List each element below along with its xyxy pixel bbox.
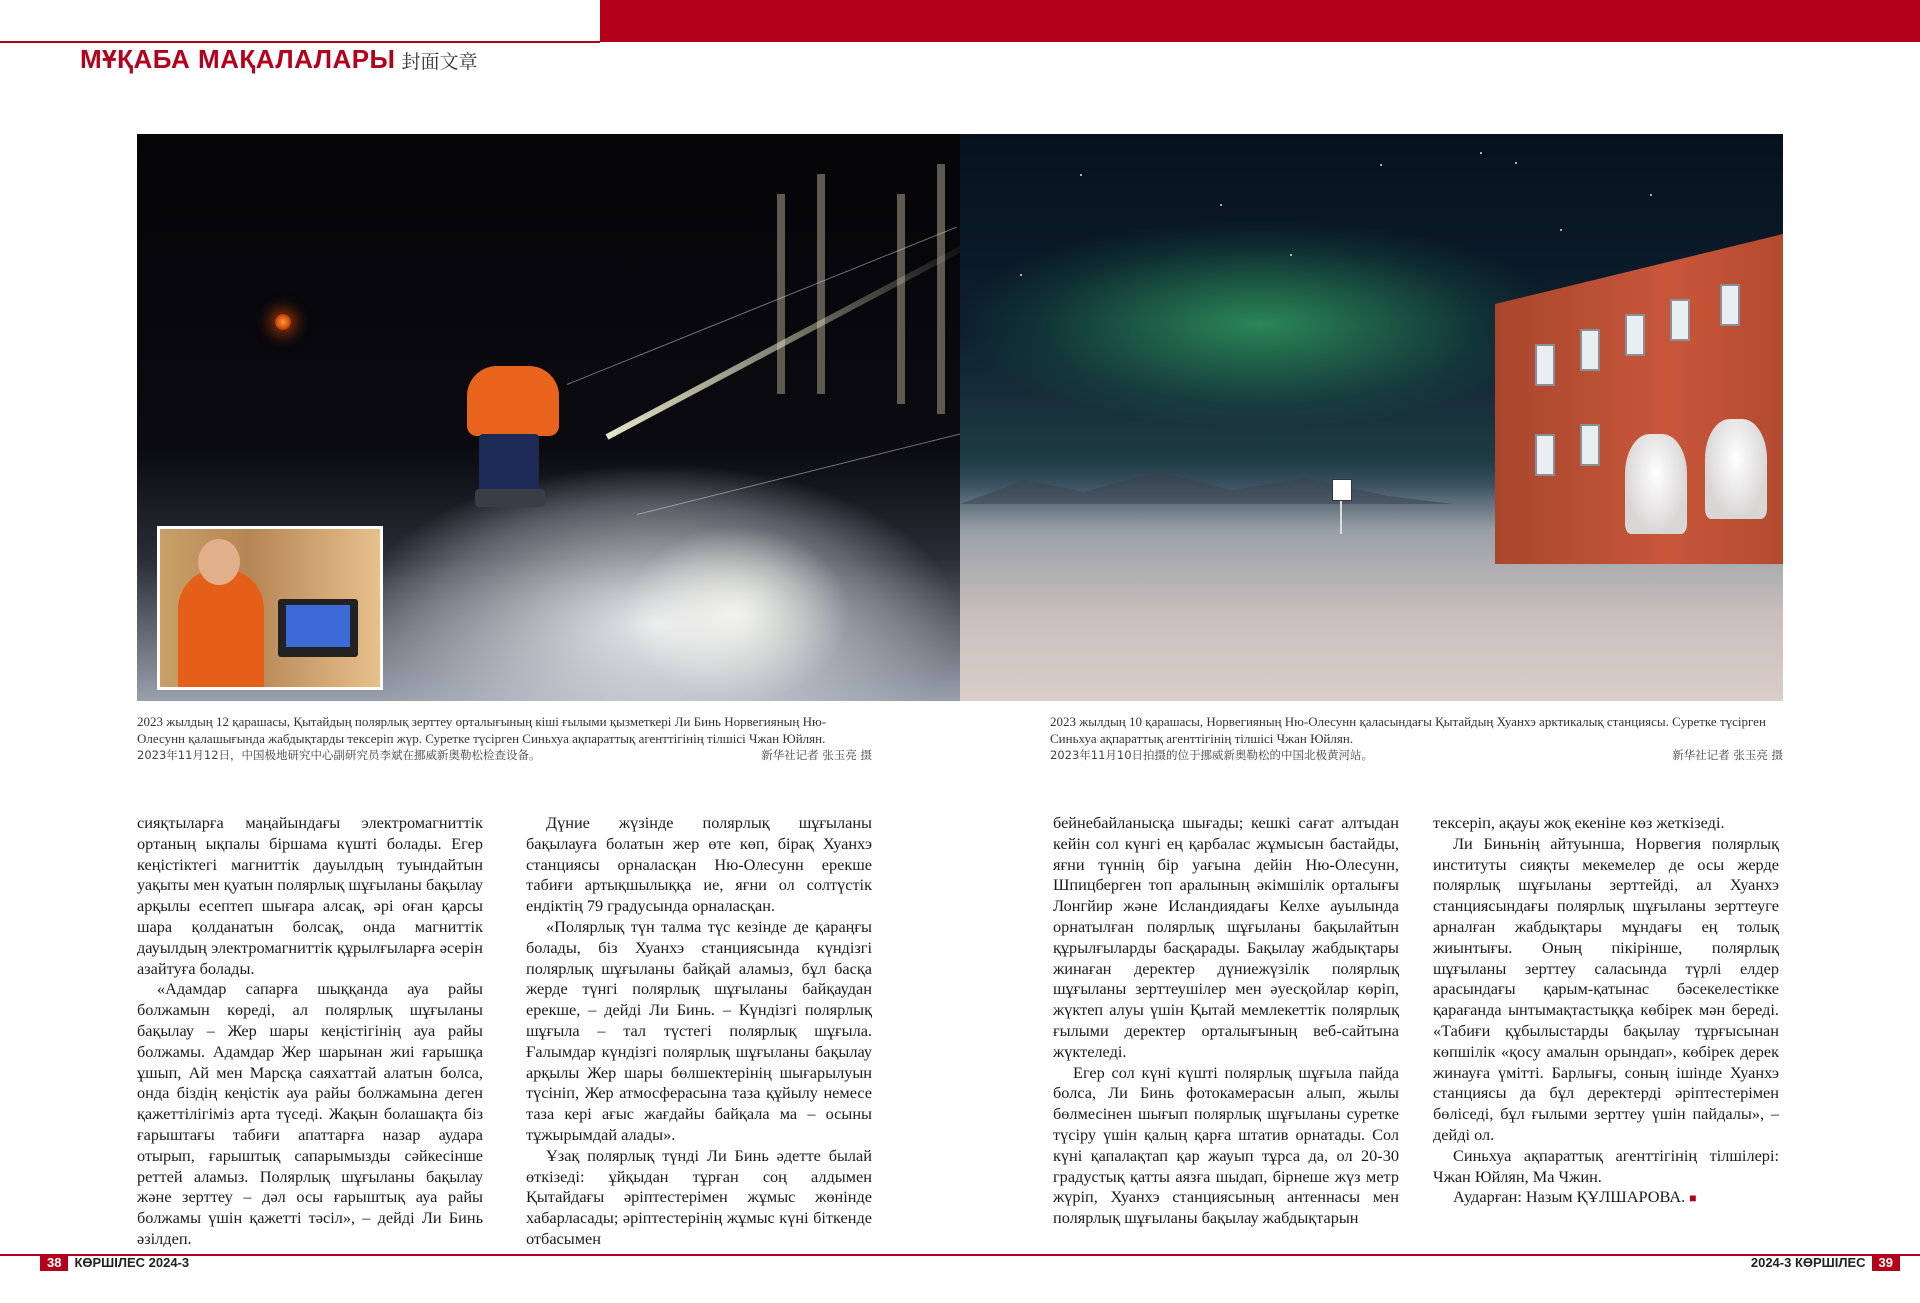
paragraph: «Адамдар сапарға шыққанда ауа райы болжамын көреді, ал полярлық шұғыланы бақылау – Жер шары кеңістігінің ауа райы болжамы. Адамдар Жер шарынан жиі ғарышқа ұшып, Ай мен Марсқа саяхаттай алатын болса, онда біздің кеңістік ауа райы болжамына деген қажеттілігіміз арта түседі. Жақын болашақта біз ғарыштағы табиғи апаттарға назар аудара отырып, ғарыштық сапарымызды сәйкесінше реттей аламыз. Полярлық шұғыланы бақылау және зерттеу – дәл осы ғарыштық ауа райы болжамы үшін қажетті тәсіл», – дейді Ли Бинь әзілдеп. [137, 979, 483, 1248]
paragraph: бейнебайланысқа шығады; кешкі сағат алтыдан кейін сол күнгі ең қарбалас жұмысын бастайды, яғни түннің бір уағына дейін Ню-Олесунн, Шпицберген топ аралының әкімшілік орталығы Лонгйир және Исландиядағы Келхе ауылында орнатылған полярлық шұғыланы бақылайтын құрылғыларды басқарады. Бақылау жабдықтары жинаған деректер дүниежүзілік полярлық шұғыланы зерттеушілер мен әуесқойлар көріп, жүктеп алуы үшін Қытай мемлекеттік полярлық ғылыми деректер орталығының веб-сайтына жүктеледі. [1053, 813, 1399, 1061]
section-header [80, 44, 478, 74]
top-red-band [600, 0, 1920, 42]
paragraph: Ли Биньнің айтуынша, Норвегия полярлық институты сияқты мекемелер де осы жерде полярлық шұғыланы зерттейді, ал Хуанхэ станциясындағы полярлық шұғыланы зерттеуге арналған жабдықтары мұндағы ең толық жиынтығы. Оның пікірінше, полярлық шұғыланы зерттеу саласында түрлі елдер арасындағы қарым-қатынас бәсекелестікке қарағанда ынтымақтастыққа көбірек мән береді. «Табиғи құбылыстарды бақылау тұрғысынан көпшілік «қосу амалын орындап», көбірек дерек жинауға үміттi. Барлығы, соның ішінде Хуанхэ станциясы да бұл деректерді әріптестерімен бөліседі, бұл ғылыми зерттеу үшін пайдалы», – дейді ол. [1433, 833, 1779, 1144]
caption-right-kz: 2023 жылдың 10 қарашасы, Норвегияның Ню-Олесунн қаласындағы Қытайдың Хуанхэ арктикалық станциясы. Суретке түсірген Синьхуа ақпараттық агенттігінің тілшісі Чжан Юйлян. [1050, 714, 1766, 746]
building-window [1670, 299, 1690, 341]
building-window [1720, 284, 1740, 326]
road-sign [1332, 479, 1352, 501]
section-title-kz: МҰҚАБА МАҚАЛАЛАРЫ [80, 44, 396, 74]
paragraph: «Полярлық түн талма түс кезінде де қараңғы болады, біз Хуанхэ станциясында күндізгі полярлық шұғыланы байқай аламыз, бұл басқа жерде түнгі полярлық шұғыланы байқаудан ерекше, – дейді Ли Бинь. – Күндізгі полярлық шұғыла – тал түстегі полярлық шұғыла. Ғалымдар күндізгі полярлық шұғыланы бақылау арқылы Жер шары бөлшектерінің шығарылуын түсініп, Жер атмосферасына таза құйылу немесе таза кері ағыс жағдайы байқала ма – осыны тұжырымдай алады». [526, 916, 872, 1144]
fence-post [897, 194, 905, 404]
paragraph: Ұзақ полярлық түнді Ли Бинь әдетте былай өткізеді: ұйқыдан тұрған соң алдымен Қытайдағы әріптестерімен жұмыс жөнінде хабарласады; әріптестерінің жұмыс күні біткенде отбасымен [526, 1145, 872, 1248]
stone-lion-statue [1705, 419, 1767, 519]
translator-credit: Аударған: Назым ҚҰЛШАРОВА. [1453, 1187, 1686, 1207]
photo-yellow-river-station [960, 134, 1783, 701]
building-window [1625, 314, 1645, 356]
paragraph: сияқтыларға маңайындағы электромагниттік ортаның ықпалы біршама күшті болады. Егер кеңістіктегі магниттік дауылдың туындайтын уақыты мен қуатын полярлық шұғыланы бақылау арқылы есептеп шығара алсақ, әрі оған қарсы шара қолданатын болсақ, онда магниттік дауылдың электромагниттік құрылғыларға әсерін азайтуға болады. [137, 813, 483, 978]
article-column-4 [1433, 813, 1779, 1209]
building-window [1535, 434, 1555, 476]
section-title-cn: 封面文章 [401, 51, 478, 73]
article-column-3 [1053, 813, 1399, 1229]
translator-line [1433, 1187, 1779, 1209]
magazine-issue-right: 2024-3 КӨРШІЛЕС [1750, 1254, 1866, 1270]
researcher-figure [457, 354, 567, 504]
caption-right-credit: 新华社记者 张玉亮 摄 [1672, 748, 1783, 762]
article-column-2 [526, 813, 872, 1250]
paragraph: Дүние жүзінде полярлық шұғыланы бақылауға болатын жер өте көп, бірақ Хуанхэ станциясы орналасқан Ню-Олесунн ерекше табиғи артықшылыққа ие, яғни ол солтүстік ендіктің 79 градусында орналасқан. [526, 813, 872, 916]
page-number-right: 39 [1872, 1254, 1900, 1271]
photo-researcher-night [137, 134, 960, 701]
folio-left [40, 1253, 189, 1271]
caption-right [1050, 713, 1783, 764]
photo-inset-laptop [157, 526, 383, 690]
page-number-left: 38 [40, 1254, 68, 1271]
fence-post [817, 174, 825, 394]
paragraph: Синьхуа ақпараттық агенттігінің тілшілері: Чжан Юйлян, Ма Чжин. [1433, 1145, 1779, 1186]
caption-left-cn: 2023年11月12日，中国极地研究中心副研究员李斌在挪威新奥勒松检查设备。 [137, 748, 541, 762]
stone-lion-statue [1625, 434, 1687, 534]
caption-left [137, 713, 872, 764]
folio-right [1751, 1253, 1900, 1271]
end-square-icon: ■ [1689, 1191, 1697, 1206]
caption-left-credit: 新华社记者 张玉亮 摄 [761, 748, 872, 762]
top-rule [0, 41, 600, 43]
antenna-wire [637, 432, 960, 515]
magazine-issue-left: КӨРШІЛЕС 2024-3 [74, 1254, 190, 1270]
building-window [1580, 424, 1600, 466]
paragraph: Егер сол күні күшті полярлық шұғыла пайда болса, Ли Бинь фотокамерасын алып, жылы бөлмесінен шығып полярлық шұғыланы суретке түсіру үшін қалың қарға штатив орнатады. Сол күні қапалақтап қар жауып тұрса да, ол 20-30 градустық қатты аязға шыдап, бірнеше жүз метр жүріп, Хуанхэ станциясының антеннасы мен полярлық шұғыланы бақылау жабдықтарын [1053, 1062, 1399, 1228]
fence-post [937, 164, 945, 414]
fence-post [777, 194, 785, 394]
building-window [1535, 344, 1555, 386]
article-column-1 [137, 813, 483, 1250]
caption-right-cn: 2023年11月10日拍摄的位于挪威新奥勒松的中国北极黄河站。 [1050, 748, 1374, 762]
moon-glow [275, 314, 291, 330]
caption-left-kz: 2023 жылдың 12 қарашасы, Қытайдың полярлық зерттеу орталығының кіші ғылыми қызметкері Ли Бинь Норвегияның Ню-Олесунн қалашығында жабдықтарды тексеріп жүр. Суретке түсірген Синьхуа ақпараттық агенттігінің тілшісі Чжан Юйлян. [137, 714, 827, 746]
paragraph: тексеріп, ақауы жоқ екеніне көз жеткізеді. [1433, 813, 1725, 832]
building-window [1580, 329, 1600, 371]
